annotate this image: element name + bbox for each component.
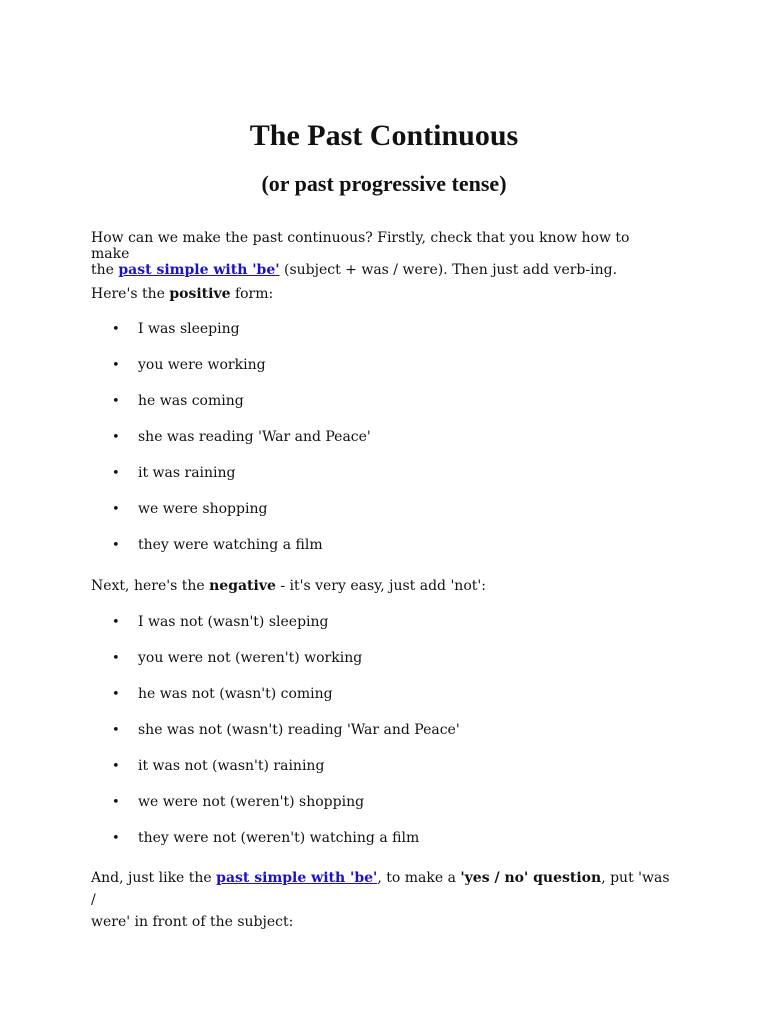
bullet-icon: •	[112, 687, 120, 702]
list-item-text: I was sleeping	[138, 321, 240, 337]
list-item	[112, 721, 460, 740]
intro-line1: How can we make the past continuous? Firstly, check that you know how to make	[91, 230, 630, 262]
bullet-icon: •	[112, 831, 120, 846]
yes-no-question-keyword: 'yes / no' question	[460, 870, 602, 886]
bullet-icon: •	[112, 358, 120, 373]
list-item	[112, 428, 371, 447]
list-item	[112, 757, 324, 776]
bullet-icon: •	[112, 466, 120, 481]
bullet-icon: •	[112, 394, 120, 409]
list-item	[112, 392, 244, 411]
past-simple-be-link[interactable]: past simple with 'be'	[118, 262, 280, 278]
list-item	[112, 829, 419, 848]
negative-intro-pre: Next, here's the	[91, 578, 210, 594]
list-item	[112, 793, 364, 812]
intro-line2-pre: the	[91, 262, 119, 278]
positive-keyword: positive	[169, 286, 231, 302]
list-item-text: we were not (weren't) shopping	[138, 794, 365, 810]
bullet-icon: •	[112, 795, 120, 810]
list-item	[112, 685, 333, 704]
list-item-text: you were working	[138, 357, 266, 373]
list-item-text: I was not (wasn't) sleeping	[138, 614, 329, 630]
list-item	[112, 649, 362, 668]
positive-intro	[91, 286, 671, 302]
list-item-text: it was raining	[138, 465, 236, 481]
negative-keyword: negative	[209, 578, 276, 594]
question-intro-pre: And, just like the	[91, 870, 217, 886]
question-intro-post: , put 'was /	[91, 870, 670, 908]
list-item	[112, 613, 329, 632]
list-item-text: she was not (wasn't) reading 'War and Peace'	[138, 722, 460, 738]
bullet-icon: •	[112, 723, 120, 738]
positive-intro-pre: Here's the	[91, 286, 170, 302]
question-intro-line2: were' in front of the subject:	[91, 914, 294, 930]
bullet-icon: •	[112, 759, 120, 774]
intro-line2-post: (subject + was / were). Then just add verb-ing.	[279, 262, 618, 278]
list-item	[112, 500, 267, 519]
past-simple-be-link-2[interactable]: past simple with 'be'	[216, 870, 378, 886]
bullet-icon: •	[112, 430, 120, 445]
list-item-text: he was not (wasn't) coming	[138, 686, 333, 702]
question-intro-mid: , to make a	[377, 870, 461, 886]
list-item-text: we were shopping	[138, 501, 268, 517]
page-title: The Past Continuous	[249, 119, 519, 152]
list-item-text: it was not (wasn't) raining	[138, 758, 325, 774]
bullet-icon: •	[112, 651, 120, 666]
list-item	[112, 356, 266, 375]
bullet-icon: •	[112, 322, 120, 337]
page-subtitle: (or past progressive tense)	[261, 171, 507, 196]
list-item-text: he was coming	[138, 393, 244, 409]
question-intro	[91, 867, 671, 933]
bullet-icon: •	[112, 615, 120, 630]
list-item-text: they were not (weren't) watching a film	[138, 830, 420, 846]
bullet-icon: •	[112, 502, 120, 517]
list-item	[112, 536, 323, 555]
list-item	[112, 320, 240, 339]
negative-intro-post: - it's very easy, just add 'not':	[275, 578, 486, 594]
list-item-text: you were not (weren't) working	[138, 650, 363, 666]
bullet-icon: •	[112, 538, 120, 553]
list-item	[112, 464, 236, 483]
positive-intro-post: form:	[230, 286, 274, 302]
negative-intro	[91, 578, 671, 594]
intro-paragraph	[91, 230, 671, 278]
list-item-text: they were watching a film	[138, 537, 323, 553]
list-item-text: she was reading 'War and Peace'	[138, 429, 371, 445]
